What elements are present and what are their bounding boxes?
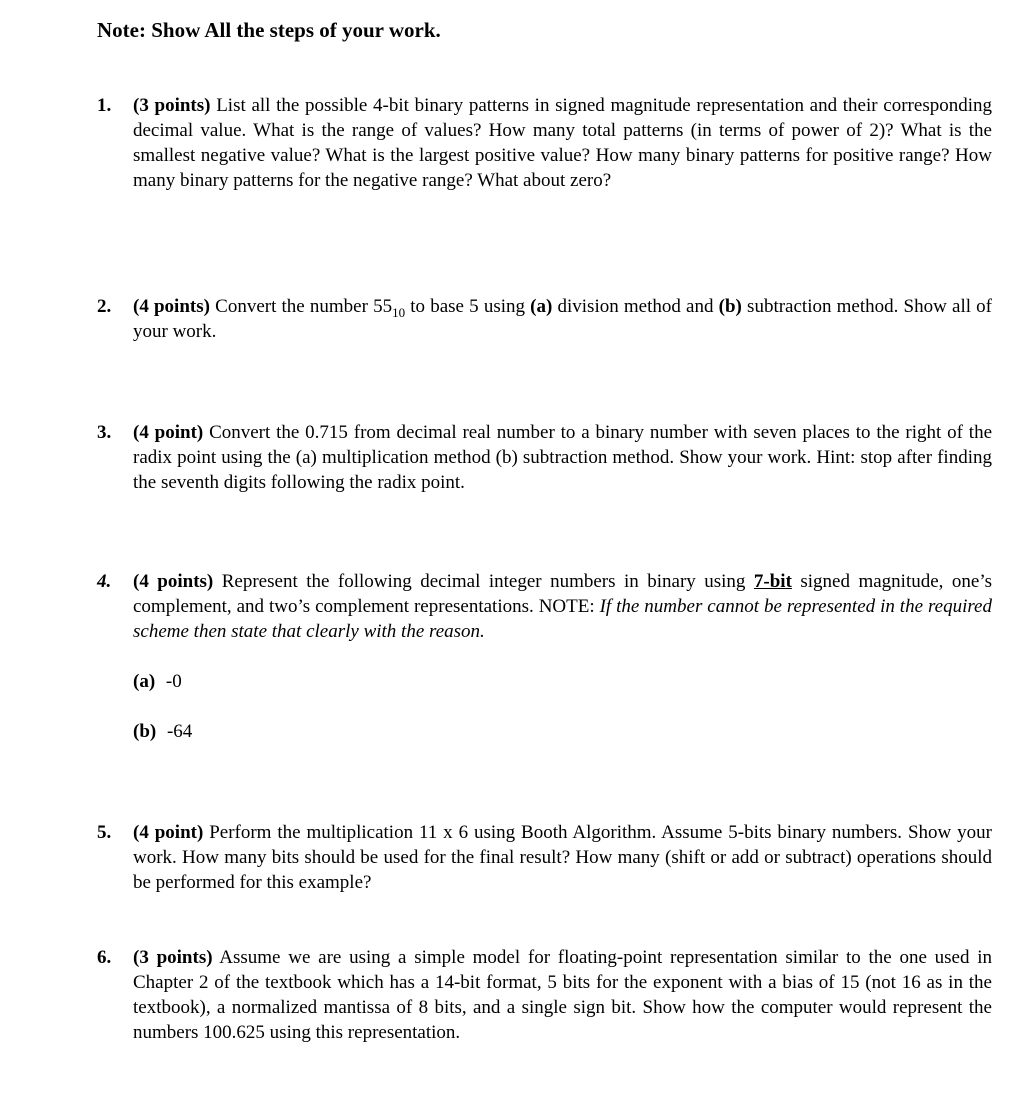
question-number: 5. bbox=[97, 822, 112, 843]
italic-note: If the number cannot be represented in the required scheme then state that clearly with the reason. bbox=[133, 596, 992, 642]
question-3 bbox=[97, 420, 992, 495]
question-5 bbox=[97, 820, 992, 895]
question-body: Perform the multiplication 11 x 6 using Booth Algorithm. Assume 5-bits binary numbers. Show your work. How many bits should be used for the final result? How many (shift or add or subtract) operations should be performed for this example? bbox=[133, 822, 992, 893]
question-number: 2. bbox=[97, 296, 112, 317]
question-text bbox=[133, 294, 992, 344]
sub-item-label: (a) bbox=[133, 671, 156, 692]
question-points: (3 points) bbox=[133, 947, 213, 968]
question-body-part: subtraction method. Show all of your work. bbox=[133, 296, 993, 342]
question-number: 3. bbox=[97, 422, 112, 443]
sub-item-label: (b) bbox=[133, 721, 157, 742]
question-text bbox=[133, 820, 992, 895]
page-note: Note: Show All the steps of your work. bbox=[97, 18, 441, 42]
question-body-part: signed magnitude, one’s complement, and two’s complement representations. NOTE: bbox=[133, 571, 992, 617]
question-points: (3 points) bbox=[133, 95, 211, 116]
question-6 bbox=[97, 945, 992, 1045]
question-1 bbox=[97, 93, 992, 193]
sub-item-b bbox=[133, 719, 992, 744]
part-label-b: (b) bbox=[718, 296, 742, 317]
question-body: List all the possible 4-bit binary patterns in signed magnitude representation and their corresponding decimal value. What is the range of values? How many total patterns (in terms of power of 2)? What is the smallest negative value? What is the largest positive value? How many binary patterns for positive range? How many binary patterns for the negative range? What about zero? bbox=[133, 95, 992, 191]
question-body: Assume we are using a simple model for floating-point representation similar to the one used in Chapter 2 of the textbook which has a 14-bit format, 5 bits for the exponent with a bias of 15 (not 16 as in the textbook), a normalized mantissa of 8 bits, and a single sign bit. Show how the computer would represent the numbers 100.625 using this representation. bbox=[133, 947, 992, 1043]
question-4 bbox=[97, 569, 992, 744]
base-subscript: 10 bbox=[392, 304, 406, 320]
question-body: Convert the 0.715 from decimal real number to a binary number with seven places to the right of the radix point using the (a) multiplication method (b) subtraction method. Show your work. Hint: stop after finding the seventh digits following the radix point. bbox=[133, 422, 992, 493]
question-body-part: Represent the following decimal integer numbers in binary using bbox=[221, 571, 754, 592]
question-text bbox=[133, 93, 992, 193]
question-text bbox=[133, 945, 992, 1045]
question-points: (4 points) bbox=[133, 296, 210, 317]
underlined-bit-width: 7-bit bbox=[753, 571, 792, 592]
question-number: 6. bbox=[97, 947, 112, 968]
question-points: (4 point) bbox=[133, 822, 204, 843]
question-2 bbox=[97, 294, 992, 344]
question-text bbox=[133, 420, 992, 495]
question-number: 4. bbox=[97, 571, 112, 592]
part-label-a: (a) bbox=[530, 296, 553, 317]
sub-item-a bbox=[133, 669, 992, 694]
question-points: (4 points) bbox=[133, 571, 214, 592]
sub-item-value: -0 bbox=[165, 671, 182, 692]
question-body-part: Convert the number 55 bbox=[215, 296, 393, 317]
question-text bbox=[133, 569, 992, 644]
question-body-part: division method and bbox=[552, 296, 719, 317]
question-points: (4 point) bbox=[133, 422, 204, 443]
question-body-part: to base 5 using bbox=[405, 296, 531, 317]
sub-item-value: -64 bbox=[166, 721, 193, 742]
question-number: 1. bbox=[97, 95, 112, 116]
